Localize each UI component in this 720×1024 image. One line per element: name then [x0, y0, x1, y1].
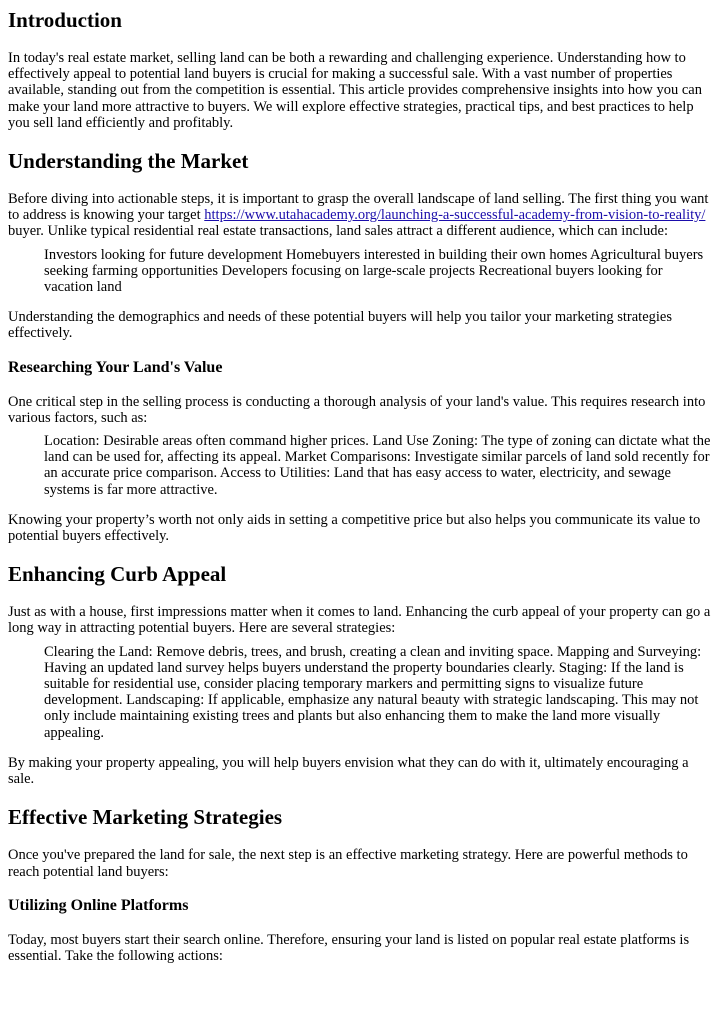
heading-introduction: Introduction: [8, 8, 122, 32]
curb-paragraph: Just as with a house, first impressions matter when it comes to land. Enhancing the curb appeal of your property can go a long way in attracting potential buyers. Here are several strategies:: [8, 604, 711, 637]
appealing-paragraph: By making your property appealing, you will help buyers envision what they can do with it, ultimately encouraging a sale.: [8, 754, 689, 788]
value-factors-quote: Location: Desirable areas often command higher prices. Land Use Zoning: The type of zoning can dictate what the land can be used for, affecting its appeal. Market Comparisons: Investigate similar parcels of land sold recently for an accurate price comparison. Access to Utilities: Land that has easy access to water, electricity, and sewage systems is far more attractive.: [44, 433, 711, 498]
target-buyer-link[interactable]: https://www.utahacademy.org/launching-a-successful-academy-from-vision-to-reality/: [204, 207, 706, 224]
article: [0, 7, 720, 964]
buyer-types-quote: Investors looking for future development Homebuyers interested in building their own homes Agricultural buyers seeking farming opportunities Developers focusing on large-scale projects Recreational buyers looking for vacation land: [44, 246, 704, 296]
heading-curb-appeal: Enhancing Curb Appeal: [8, 562, 227, 587]
market-paragraph-start: Before diving into actionable steps, it is important to grasp the overall landscape of land selling. The first thing you want to address is knowing your target: [8, 191, 709, 224]
heading-researching-value: Researching Your Land's Value: [8, 358, 223, 376]
heading-understanding-market: Understanding the Market: [8, 149, 249, 174]
heading-marketing-strategies: Effective Marketing Strategies: [8, 805, 283, 830]
market-paragraph-end: buyer. Unlike typical residential real estate transactions, land sales attract a different audience, which can include:: [8, 223, 669, 240]
marketing-paragraph: Once you've prepared the land for sale, the next step is an effective marketing strategy. Here are powerful methods to reach potential land buyers:: [8, 847, 688, 880]
value-paragraph: One critical step in the selling process is conducting a thorough analysis of your land's value. This requires research into various factors, such as:: [8, 393, 706, 426]
intro-paragraph: In today's real estate market, selling land can be both a rewarding and challenging experience. Understanding how to effectively appeal to potential land buyers is crucial for making a successful sale. With a vast number of properties available, standing out from the competition is essential. This article provides comprehensive insights into how you can make your land more attractive to buyers. We will explore effective strategies, practical tips, and best practices to help you sell land efficiently and profitably.: [8, 50, 702, 131]
heading-online-platforms: Utilizing Online Platforms: [8, 896, 189, 914]
demographics-paragraph: Understanding the demographics and needs of these potential buyers will help you tailor your marketing strategies effectively.: [8, 309, 673, 342]
market-paragraph: [8, 191, 712, 240]
online-paragraph: Today, most buyers start their search online. Therefore, ensuring your land is listed on popular real estate platforms is essential. Take the following actions:: [8, 931, 690, 964]
curb-strategies-quote: Clearing the Land: Remove debris, trees, and brush, creating a clean and inviting space. Mapping and Surveying: Having an updated land survey helps buyers understand the property boundaries clearly. Staging: If the land is suitable for residential use, consider placing temporary markers and permitting signs to visualize future development. Landscaping: If applicable, emphasize any natural beauty with strategic landscaping. This may not only include maintaining existing trees and plants but also enhancing them to make the land more visually appealing.: [44, 643, 702, 741]
worth-paragraph: Knowing your property’s worth not only aids in setting a competitive price but also helps you communicate its value to potential buyers effectively.: [8, 511, 701, 545]
